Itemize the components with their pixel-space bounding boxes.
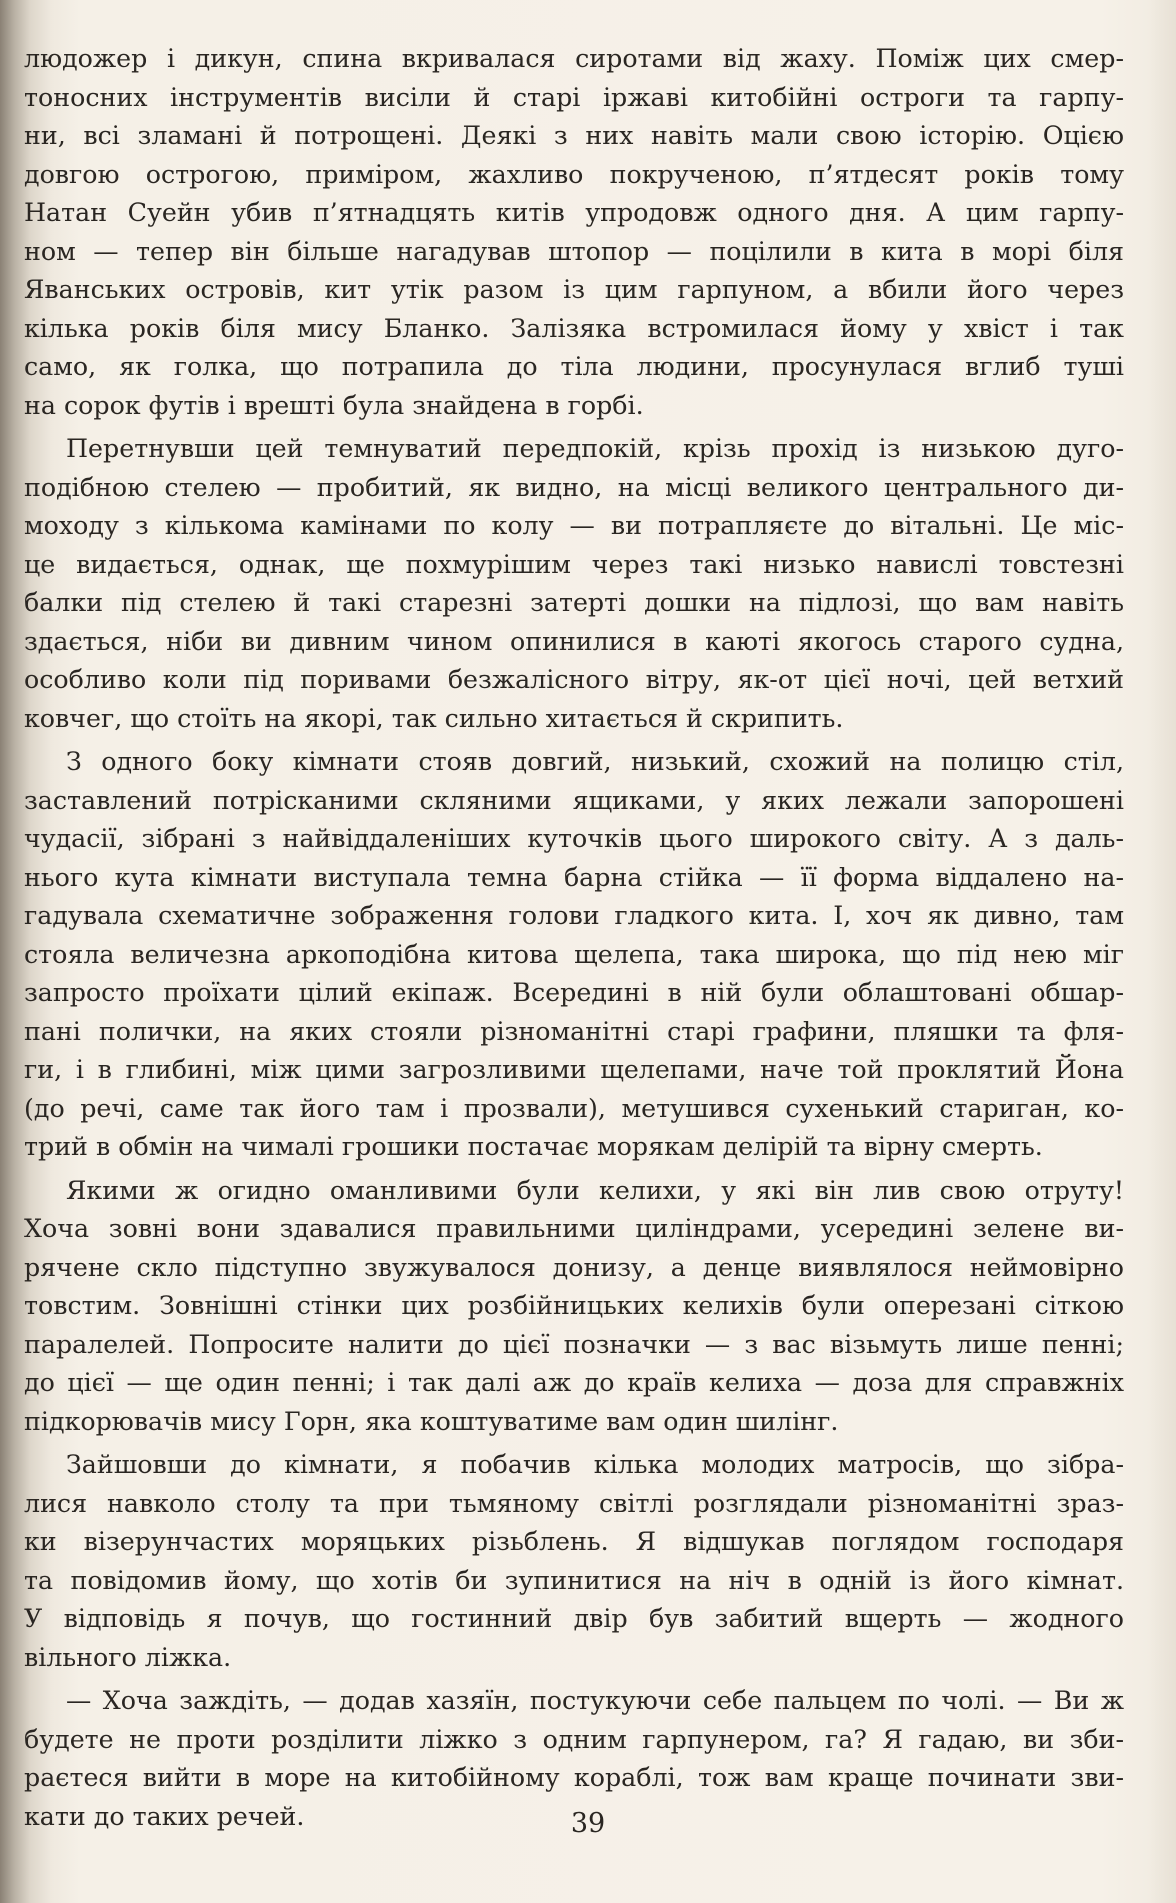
text-line: підкорювачів мису Горн, яка коштуватиме вам один шилінг. (24, 1406, 839, 1436)
text-line: рячене скло підступно звужувалося донизу, а денце виявлялося неймовірно (24, 1252, 1124, 1282)
paragraph (24, 430, 1124, 738)
text-line: до цієї — ще один пенні; і так далі аж до країв келиха — доза для справжніх (24, 1368, 1124, 1397)
text-line: пані полички, на яких стояли різноманітні старі графини, пляшки та фля- (24, 1016, 1124, 1046)
text-line: ном — тепер він більше нагадував штопор — поцілили в кита в морі біля (24, 236, 1124, 266)
text-line: ни, всі зламані й потрощені. Деякі з них навіть мали свою історію. Оцією (24, 121, 1124, 150)
text-line: паралелей. Попросите налити до цієї позначки — з вас візьмуть лише пенні; (24, 1329, 1124, 1359)
text-line: лися навколо столу та при тьмяному світлі розглядали різноманітні зраз- (24, 1488, 1124, 1518)
text-line: балки під стелею й такі старезні затерті дошки на підлозі, що вам навіть (24, 588, 1124, 617)
page-body (24, 40, 1124, 1836)
text-line: Хоча зовні вони здавалися правильними циліндрами, усередині зелене ви- (24, 1214, 1124, 1243)
paragraph (24, 40, 1124, 425)
text-line: Яванських островів, кит утік разом із цим гарпуном, а вбили його через (24, 275, 1124, 304)
paragraph (24, 743, 1124, 1167)
text-line: ки візерунчастих моряцьких різьблень. Я відшукав поглядом господаря (24, 1527, 1124, 1556)
text-line: Зайшовши до кімнати, я побачив кілька молодих матросів, що зібра- (66, 1450, 1124, 1479)
text-line: гадувала схематичне зображення голови гладкого кита. І, хоч як дивно, там (24, 901, 1124, 930)
paragraph (24, 1172, 1124, 1442)
text-line: У відповідь я почув, що гостинний двір був забитий вщерть — жодного (24, 1604, 1124, 1633)
text-line: ковчег, що стоїть на якорі, так сильно хитається й скрипить. (24, 703, 844, 733)
text-line: моходу з кількома камінами по колу — ви потрапляєте до вітальні. Це міс- (24, 511, 1124, 540)
text-line: трий в обмін на чималі грошики постачає морякам делірій та вірну смерть. (24, 1132, 1043, 1161)
text-line: та повідомив йому, що хотів би зупинитися на ніч в одній із його кімнат. (24, 1565, 1124, 1595)
text-line: нього кута кімнати виступала темна барна стійка — її форма віддалено на- (24, 862, 1124, 892)
text-line: вільного ліжка. (24, 1642, 232, 1672)
text-line: Якими ж огидно оманливими були келихи, у які він лив свою отруту! (66, 1175, 1124, 1205)
text-line: само, як голка, що потрапила до тіла людини, просунулася вглиб туші (24, 352, 1124, 381)
text-line: здається, ніби ви дивним чином опинилися в каюті якогось старого судна, (24, 626, 1124, 656)
text-line: (до речі, саме так його там і прозвали), метушився сухенький стариган, ко- (24, 1093, 1124, 1123)
text-line: тоносних інструментів висіли й старі іржаві китобійні остроги та гарпу- (24, 82, 1124, 112)
text-line: на сорок футів і врешті була знайдена в горбі. (24, 390, 644, 420)
page-number: 39 (570, 1808, 606, 1839)
text-line: кілька років біля мису Бланко. Залізяка встромилася йому у хвіст і так (24, 313, 1124, 343)
text-line: кати до таких речей. (24, 1801, 305, 1831)
text-line: Перетнувши цей темнуватий передпокій, крізь прохід із низькою дуго- (66, 434, 1124, 463)
text-line: — Хоча заждіть, — додав хазяїн, постукуючи себе пальцем по чолі. — Ви ж (66, 1686, 1124, 1715)
paragraph (24, 1446, 1124, 1677)
text-line: стояла величезна аркоподібна китова щелепа, така широка, що під нею міг (24, 939, 1124, 969)
text-line: людожер і дикун, спина вкривалася сиротами від жаху. Поміж цих смер- (24, 44, 1124, 73)
text-line: З одного боку кімнати стояв довгий, низький, схожий на полицю стіл, (66, 747, 1124, 776)
text-line: Натан Суейн убив п’ятнадцять китів упродовж одного дня. А цим гарпу- (24, 198, 1124, 227)
text-line: заставлений потрісканими скляними ящиками, у яких лежали запорошені (24, 785, 1124, 815)
text-line: товстим. Зовнішні стінки цих розбійницьких келихів були оперезані сіткою (24, 1291, 1124, 1320)
text-line: це видається, однак, ще похмурішим через такі низько навислі товстезні (24, 549, 1124, 579)
text-line: чудасії, зібрані з найвіддаленіших куточків цього широкого світу. А з даль- (24, 824, 1124, 853)
text-line: подібною стелею — пробитий, як видно, на місці великого центрального ди- (24, 472, 1124, 502)
text-line: запросто проїхати цілий екіпаж. Всередині в ній були облаштовані обшар- (24, 978, 1124, 1007)
text-line: раєтеся вийти в море на китобійному кораблі, тож вам краще починати зви- (24, 1763, 1124, 1792)
text-line: особливо коли під поривами безжалісного вітру, як-от цієї ночі, цей ветхий (24, 665, 1124, 694)
text-line: довгою острогою, приміром, жахливо покрученою, п’ятдесят років тому (24, 159, 1124, 189)
text-line: ги, і в глибині, між цими загрозливими щелепами, наче той проклятий Йона (24, 1055, 1124, 1084)
text-line: будете не проти розділити ліжко з одним гарпунером, га? Я гадаю, ви зби- (24, 1724, 1124, 1754)
